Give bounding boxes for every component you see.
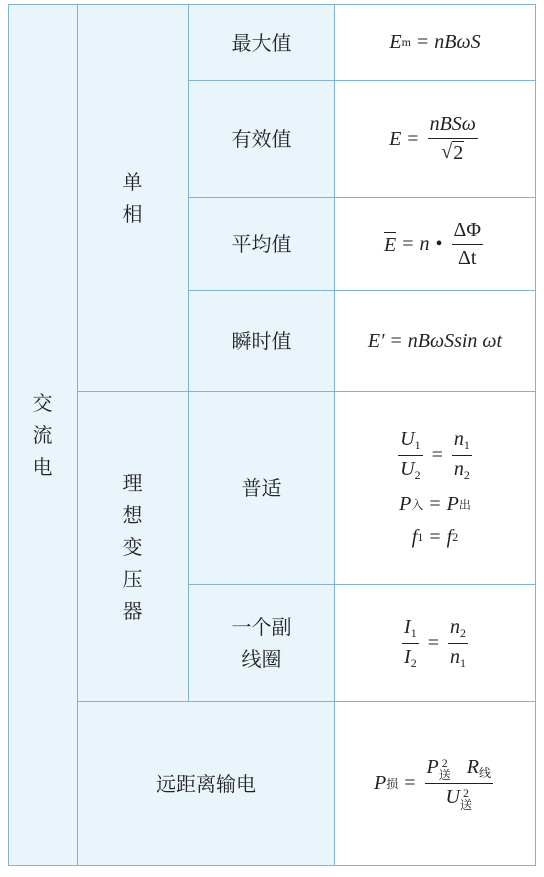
voltage-ratio-formula: $\frac{U_1}{U_2}$ = $\frac{n_1}{n_2}$ [400,427,470,482]
transformer-cell [77,391,189,702]
instant-value-label: 瞬时值 [231,329,292,353]
long-distance-label-cell [77,701,335,866]
average-value-formula: E = n • $\frac{\Delta\Phi}{\Delta t}$ [384,218,481,269]
general-formulas [395,428,475,549]
one-secondary-label-cell [188,584,335,702]
general-label-cell [188,391,335,585]
single-phase-cell [77,4,189,392]
instant-value-formula-cell [334,290,536,392]
single-phase-label: 单 相 [122,170,144,226]
transformer-label: 理 想 变 压 器 [122,470,144,623]
instant-value-formula: E′ = nBωSsin ωt [367,329,503,352]
long-distance-formula-cell [334,701,536,866]
average-value-fraction: $\frac{\Delta\Phi}{\Delta t}$ [453,218,481,269]
average-value-label-cell [188,197,335,291]
current-ratio-formula: $\frac{I_1}{I_2}$ = $\frac{n_2}{n_1}$ [404,615,466,670]
max-value-formula-cell [334,4,536,81]
general-label: 普适 [241,476,282,500]
effective-value-fraction: nBSω √ 2 [429,113,476,164]
average-value-label: 平均值 [231,232,292,256]
long-distance-label: 远距离输电 [156,771,256,796]
average-value-formula-cell [334,197,536,291]
one-secondary-label: 一个副 线圈 [231,615,292,671]
power-formula: P 入 = P 出 [399,492,471,515]
instant-value-label-cell [188,290,335,392]
max-value-formula: E m = nBωS [389,31,481,53]
effective-value-formula-cell [334,80,536,198]
category-cell [8,4,78,866]
effective-value-formula: E = nBSω √ 2 [389,113,476,164]
effective-value-label-cell [188,80,335,198]
power-loss-formula: P 损 = P 2 送 $R_线$ U 2 送 [374,755,491,812]
one-secondary-formula-cell [334,584,536,702]
category-label: 交 流 电 [32,391,54,479]
max-value-label: 最大值 [231,30,292,55]
general-formula-cell [334,391,536,585]
power-loss-fraction: P 2 送 $R_线$ U 2 送 [426,755,491,812]
frequency-formula: f 1 = f 2 [411,525,459,548]
max-value-label-cell [188,4,335,81]
effective-value-label: 有效值 [231,127,292,151]
